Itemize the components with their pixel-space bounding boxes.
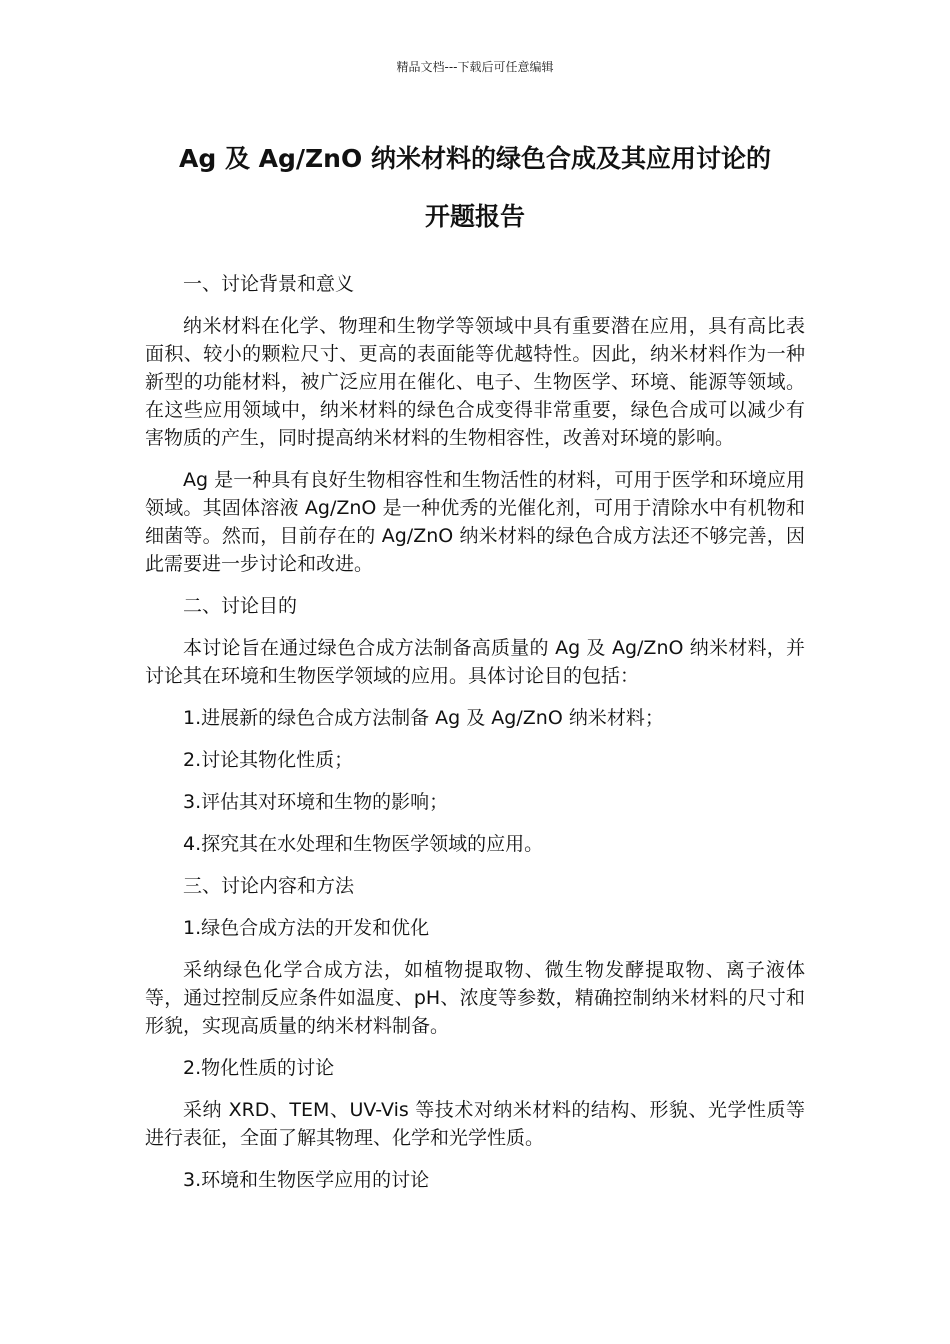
objective-item-3: 3.评估其对环境和生物的影响； [183,791,449,813]
subheading-method-3: 3.环境和生物医学应用的讨论 [183,1169,430,1191]
page-header: 精品文档---下载后可任意编辑 [396,60,554,74]
subheading-method-2: 2.物化性质的讨论 [183,1057,335,1079]
title-line-1: Ag 及 Ag/ZnO 纳米材料的绿色合成及其应用讨论的 [179,144,771,173]
paragraph-background-1: 纳米材料在化学、物理和生物学等领域中具有重要潜在应用，具有高比表面积、较小的颗粒尺寸、更高的表面能等优越特性。因此，纳米材料作为一种新型的功能材料，被广泛应用在催化、电子、生物医学、环境、能源等领域。在这些应用领域中，纳米材料的绿色合成变得非常重要，绿色合成可以减少有害物质的产生，同时提高纳米材料的生物相容性，改善对环境的影响。 [145,315,805,449]
section-heading-methods: 三、讨论内容和方法 [183,875,355,897]
section-heading-objectives: 二、讨论目的 [183,595,298,617]
section-heading-background: 一、讨论背景和意义 [183,273,355,295]
document-title [120,130,830,246]
objective-item-2: 2.讨论其物化性质； [183,749,354,771]
objective-item-4: 4.探究其在水处理和生物医学领域的应用。 [183,833,544,855]
title-line-2: 开题报告 [424,202,525,231]
paragraph-method-1: 采纳绿色化学合成方法，如植物提取物、微生物发酵提取物、离子液体等，通过控制反应条件如温度、pH、浓度等参数，精确控制纳米材料的尺寸和形貌，实现高质量的纳米材料制备。 [145,959,805,1037]
subheading-method-1: 1.绿色合成方法的开发和优化 [183,917,430,939]
paragraph-background-2: Ag 是一种具有良好生物相容性和生物活性的材料，可用于医学和环境应用领域。其固体溶液 Ag/ZnO 是一种优秀的光催化剂，可用于清除水中有机物和细菌等。然而，目前存在的 Ag/ZnO 纳米材料的绿色合成方法还不够完善，因此需要进一步讨论和改进。 [145,469,805,575]
paragraph-method-2: 采纳 XRD、TEM、UV-Vis 等技术对纳米材料的结构、形貌、光学性质等进行表征，全面了解其物理、化学和光学性质。 [145,1099,805,1149]
objective-item-1: 1.进展新的绿色合成方法制备 Ag 及 Ag/ZnO 纳米材料； [183,707,664,729]
document-body [145,270,805,1208]
paragraph-objectives-intro: 本讨论旨在通过绿色合成方法制备高质量的 Ag 及 Ag/ZnO 纳米材料，并讨论其在环境和生物医学领域的应用。具体讨论目的包括： [145,637,805,687]
